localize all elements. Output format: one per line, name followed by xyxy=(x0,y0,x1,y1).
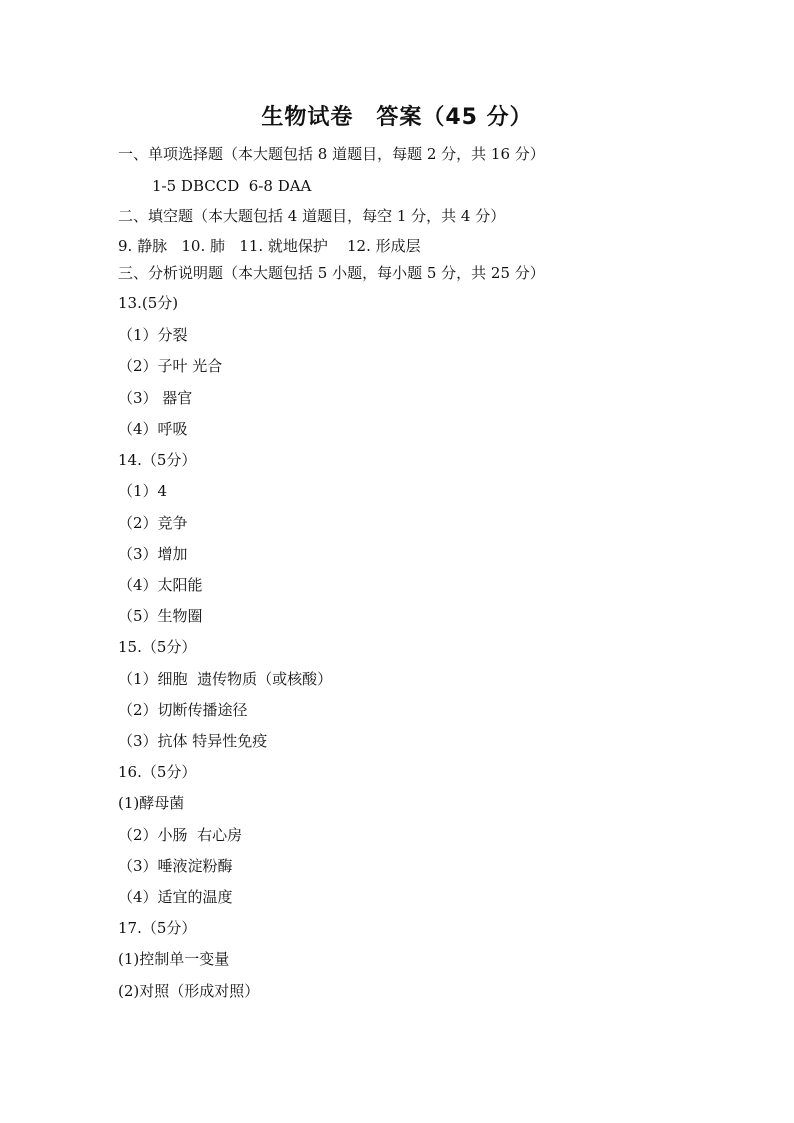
question-15-answer-1: （1）细胞 遗传物质（或核酸） xyxy=(118,670,333,688)
question-14-answer-5: （5）生物圈 xyxy=(118,607,203,625)
page-title: 生物试卷 答案（45 分） xyxy=(261,105,533,130)
question-17-answer-1: (1)控制单一变量 xyxy=(118,950,230,968)
question-14-answer-3: （3）增加 xyxy=(118,545,188,563)
section-2-heading: 二、填空题（本大题包括 4 道题目，每空 1 分，共 4 分） xyxy=(118,207,506,225)
section-2-answers: 9. 静脉 10. 肺 11. 就地保护 12. 形成层 xyxy=(118,237,421,255)
question-14-label: 14.（5分） xyxy=(118,451,197,469)
question-13-answer-1: （1）分裂 xyxy=(118,326,188,344)
question-16-answer-4: （4）适宜的温度 xyxy=(118,888,233,906)
question-15-label: 15.（5分） xyxy=(118,638,197,656)
question-14-answer-2: （2）竞争 xyxy=(118,514,188,532)
section-3-heading: 三、分析说明题（本大题包括 5 小题，每小题 5 分，共 25 分） xyxy=(118,264,545,282)
question-13-answer-4: （4）呼吸 xyxy=(118,420,188,438)
question-13-answer-3: （3） 器官 xyxy=(118,389,193,407)
question-16-answer-2: （2）小肠 右心房 xyxy=(118,826,243,844)
question-16-label: 16.（5分） xyxy=(118,763,197,781)
question-15-answer-3: （3）抗体 特异性免疫 xyxy=(118,732,268,750)
question-13-label: 13.(5分) xyxy=(118,294,179,312)
question-16-answer-1: (1)酵母菌 xyxy=(118,794,185,812)
section-1-answers: 1-5 DBCCD 6-8 DAA xyxy=(152,177,312,195)
question-16-answer-3: （3）唾液淀粉酶 xyxy=(118,857,233,875)
question-17-label: 17.（5分） xyxy=(118,919,197,937)
question-15-answer-2: （2）切断传播途径 xyxy=(118,701,248,719)
question-13-answer-2: （2）子叶 光合 xyxy=(118,357,223,375)
question-14-answer-4: （4）太阳能 xyxy=(118,576,203,594)
question-14-answer-1: （1）4 xyxy=(118,482,168,500)
question-17-answer-2: (2)对照（形成对照） xyxy=(118,982,260,1000)
section-1-heading: 一、单项选择题（本大题包括 8 道题目，每题 2 分，共 16 分） xyxy=(118,145,545,163)
